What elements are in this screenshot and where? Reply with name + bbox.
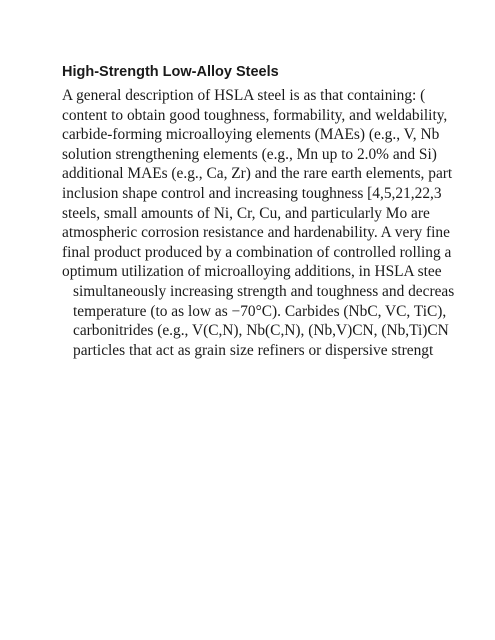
text-line: temperature (to as low as −70°C). Carbides (NbC, VC, TiC), <box>73 302 447 320</box>
text-line: carbide-forming microalloying elements (MAEs) (e.g., V, Nb <box>62 126 440 144</box>
text-line: particles that act as grain size refiners or dispersive strengt <box>73 341 434 359</box>
text-line: additional MAEs (e.g., Ca, Zr) and the rare earth elements, part <box>62 165 453 183</box>
text-line: content to obtain good toughness, formability, and weldability, <box>62 106 448 124</box>
text-line: carbonitrides (e.g., V(C,N), Nb(C,N), (Nb,V)CN, (Nb,Ti)CN <box>73 322 449 340</box>
text-line: steels, small amounts of Ni, Cr, Cu, and particularly Mo are <box>62 204 430 222</box>
text-line: inclusion shape control and increasing toughness [4,5,21,22,3 <box>62 184 442 202</box>
text-line: solution strengthening elements (e.g., Mn up to 2.0% and Si) <box>62 145 437 163</box>
body-paragraph <box>0 86 495 360</box>
text-line: optimum utilization of microalloying additions, in HSLA stee <box>62 263 442 281</box>
text-line: final product produced by a combination of controlled rolling a <box>62 243 452 261</box>
text-line: A general description of HSLA steel is as that containing: ( <box>62 87 426 104</box>
text-line: simultaneously increasing strength and toughness and decreas <box>73 282 455 300</box>
section-heading: High-Strength Low-Alloy Steels <box>62 64 279 80</box>
text-line: atmospheric corrosion resistance and hardenability. A very fine <box>62 224 450 242</box>
